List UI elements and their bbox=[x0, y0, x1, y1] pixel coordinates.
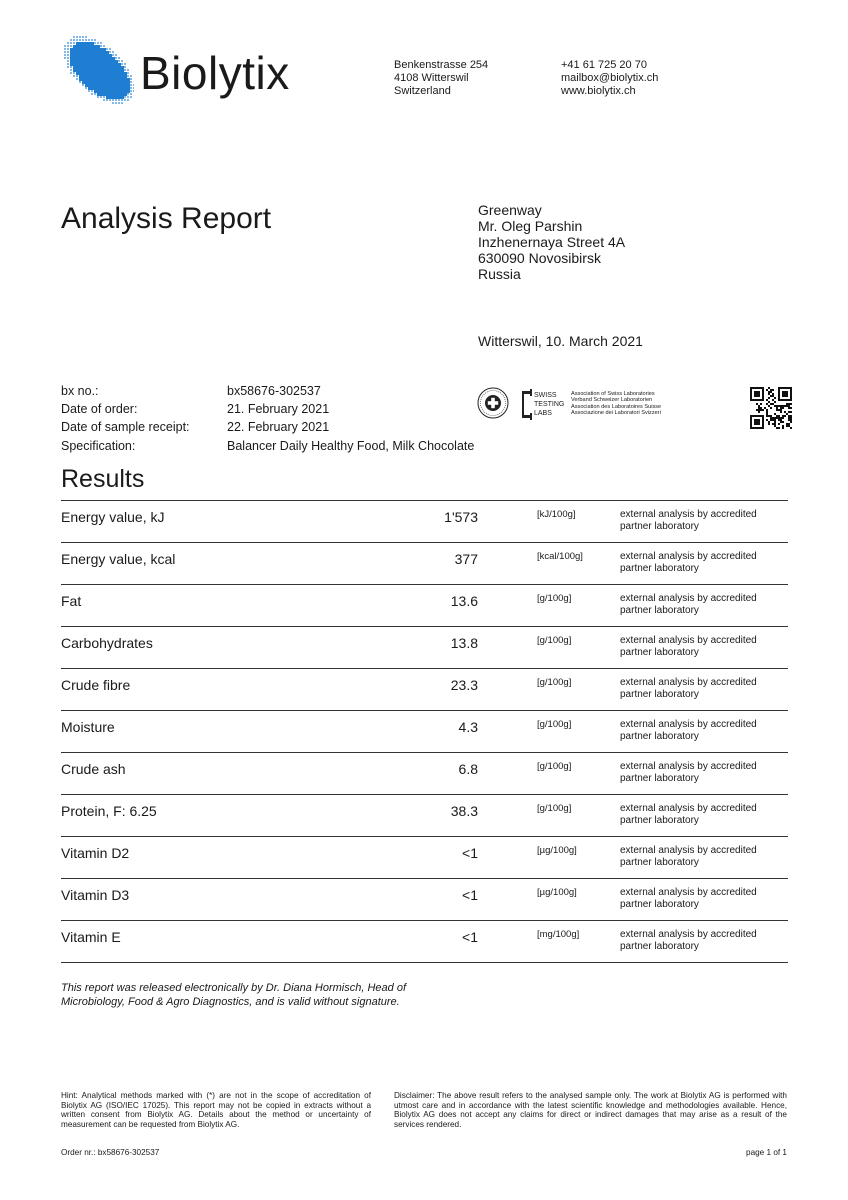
result-note: external analysis by accredited partner laboratory bbox=[620, 635, 757, 658]
result-note: external analysis by accredited partner laboratory bbox=[620, 929, 757, 952]
table-row bbox=[61, 836, 788, 878]
stl-line: SWISS bbox=[534, 392, 557, 399]
result-value: 1'573 bbox=[444, 509, 478, 525]
result-note: external analysis by accredited partner laboratory bbox=[620, 677, 757, 700]
meta-label: Specification: bbox=[61, 439, 136, 453]
result-note: external analysis by accredited partner laboratory bbox=[620, 551, 757, 574]
parameter-name: Vitamin E bbox=[61, 929, 121, 945]
meta-value: bx58676-302537 bbox=[227, 384, 321, 398]
result-unit: [g/100g] bbox=[537, 635, 572, 646]
table-row bbox=[61, 794, 788, 836]
recipient-line: Inzhenernaya Street 4A bbox=[478, 234, 626, 250]
parameter-name: Moisture bbox=[61, 719, 115, 735]
recipient-line: Mr. Oleg Parshin bbox=[478, 218, 583, 234]
parameter-name: Crude fibre bbox=[61, 677, 131, 693]
recipient-line: 630090 Novosibirsk bbox=[478, 250, 601, 266]
result-note: external analysis by accredited partner laboratory bbox=[620, 719, 757, 742]
release-note: This report was released electronically by Dr. Diana Hormisch, Head of Microbiology, Food & Agro Diagnostics, and is valid without signature. bbox=[61, 982, 407, 1008]
swiss-testing-labs-logo-icon bbox=[520, 387, 568, 421]
table-row bbox=[61, 668, 788, 710]
result-note: external analysis by accredited partner laboratory bbox=[620, 887, 757, 910]
parameter-name: Protein, F: 6.25 bbox=[61, 803, 157, 819]
association-line: Verband Schweizer Laboratorien bbox=[571, 397, 653, 404]
result-value: <1 bbox=[462, 845, 478, 861]
disclaimer-text: Disclaimer: The above result refers to the analysed sample only. The work at Biolytix AG is performed with utmost care and in accordance with the latest scientific knowledge and methodologies available. Hence, Biolytix AG does not accept any claims for direct or indirect damages that may arise as a result of the services rendered. bbox=[394, 1091, 787, 1129]
result-note: external analysis by accredited partner laboratory bbox=[620, 593, 757, 616]
result-unit: [µg/100g] bbox=[537, 887, 577, 898]
parameter-name: Energy value, kJ bbox=[61, 509, 165, 525]
result-value: 38.3 bbox=[450, 803, 478, 819]
recipient-line: Greenway bbox=[478, 202, 542, 218]
result-note: external analysis by accredited partner laboratory bbox=[620, 761, 757, 784]
result-note: external analysis by accredited partner laboratory bbox=[620, 803, 757, 826]
page-number: page 1 of 1 bbox=[746, 1148, 787, 1157]
result-value: 6.8 bbox=[458, 761, 478, 777]
order-number: Order nr.: bx58676-302537 bbox=[61, 1148, 160, 1157]
recipient-line: Russia bbox=[478, 266, 521, 282]
website-link[interactable]: www.biolytix.ch bbox=[561, 85, 636, 97]
meta-label: Date of sample receipt: bbox=[61, 420, 190, 434]
result-unit: [µg/100g] bbox=[537, 845, 577, 856]
result-value: <1 bbox=[462, 887, 478, 903]
table-row bbox=[61, 752, 788, 794]
association-line: Associazione dei Laboratori Svizzeri bbox=[571, 410, 661, 417]
meta-value: 22. February 2021 bbox=[227, 420, 330, 434]
stl-line: LABS bbox=[534, 410, 552, 417]
result-note: external analysis by accredited partner laboratory bbox=[620, 509, 757, 532]
result-value: 23.3 bbox=[450, 677, 478, 693]
table-row bbox=[61, 878, 788, 920]
meta-value: 21. February 2021 bbox=[227, 402, 330, 416]
meta-label: Date of order: bbox=[61, 402, 138, 416]
result-unit: [mg/100g] bbox=[537, 929, 580, 940]
company-address bbox=[394, 59, 488, 98]
result-unit: [g/100g] bbox=[537, 593, 572, 604]
result-value: <1 bbox=[462, 929, 478, 945]
parameter-name: Crude ash bbox=[61, 761, 126, 777]
parameter-name: Fat bbox=[61, 593, 82, 609]
company-contact bbox=[561, 59, 658, 98]
result-value: 13.6 bbox=[450, 593, 478, 609]
address-line: Switzerland bbox=[394, 85, 451, 97]
results-heading: Results bbox=[61, 465, 145, 493]
table-row bbox=[61, 542, 788, 584]
swiss-cross-seal-icon bbox=[477, 387, 509, 419]
address-line: Benkenstrasse 254 bbox=[394, 59, 489, 71]
table-row bbox=[61, 710, 788, 752]
place-and-date: Witterswil, 10. March 2021 bbox=[478, 333, 643, 349]
table-row bbox=[61, 584, 788, 626]
hint-text: Hint: Analytical methods marked with (*) are not in the scope of accreditation of Biolytix AG (ISO/IEC 17025). This report may not be copied in extracts without a written consent from Biolytix AG. Details about the method or uncertainty of measurement can be requested from Biolytix AG. bbox=[61, 1091, 371, 1129]
table-row bbox=[61, 500, 788, 542]
parameter-name: Energy value, kcal bbox=[61, 551, 176, 567]
email-address[interactable]: mailbox@biolytix.ch bbox=[561, 72, 659, 84]
association-line: Association des Laboratoires Suisse bbox=[571, 403, 662, 410]
biolytix-logo-icon bbox=[58, 33, 134, 105]
brand-name: Biolytix bbox=[140, 47, 290, 99]
table-row bbox=[61, 920, 788, 963]
association-names bbox=[571, 391, 661, 417]
result-value: 4.3 bbox=[458, 719, 478, 735]
table-row bbox=[61, 626, 788, 668]
parameter-name: Vitamin D2 bbox=[61, 845, 130, 861]
phone-number: +41 61 725 20 70 bbox=[561, 59, 647, 71]
results-table bbox=[61, 500, 788, 963]
association-line: Association of Swiss Laboratories bbox=[571, 391, 655, 397]
report-title: Analysis Report bbox=[61, 202, 272, 235]
recipient-address bbox=[478, 202, 625, 282]
result-unit: [kcal/100g] bbox=[537, 551, 583, 562]
result-unit: [g/100g] bbox=[537, 719, 572, 730]
meta-label: bx no.: bbox=[61, 384, 99, 398]
qr-code-icon[interactable] bbox=[750, 387, 792, 429]
parameter-name: Carbohydrates bbox=[61, 635, 153, 651]
result-value: 13.8 bbox=[450, 635, 478, 651]
result-value: 377 bbox=[454, 551, 478, 567]
result-unit: [g/100g] bbox=[537, 761, 572, 772]
result-unit: [g/100g] bbox=[537, 803, 572, 814]
parameter-name: Vitamin D3 bbox=[61, 887, 130, 903]
result-unit: [kJ/100g] bbox=[537, 509, 576, 520]
result-unit: [g/100g] bbox=[537, 677, 572, 688]
result-note: external analysis by accredited partner laboratory bbox=[620, 845, 757, 868]
stl-line: TESTING bbox=[534, 401, 565, 408]
meta-value: Balancer Daily Healthy Food, Milk Chocolate bbox=[227, 439, 475, 453]
address-line: 4108 Witterswil bbox=[394, 72, 469, 84]
